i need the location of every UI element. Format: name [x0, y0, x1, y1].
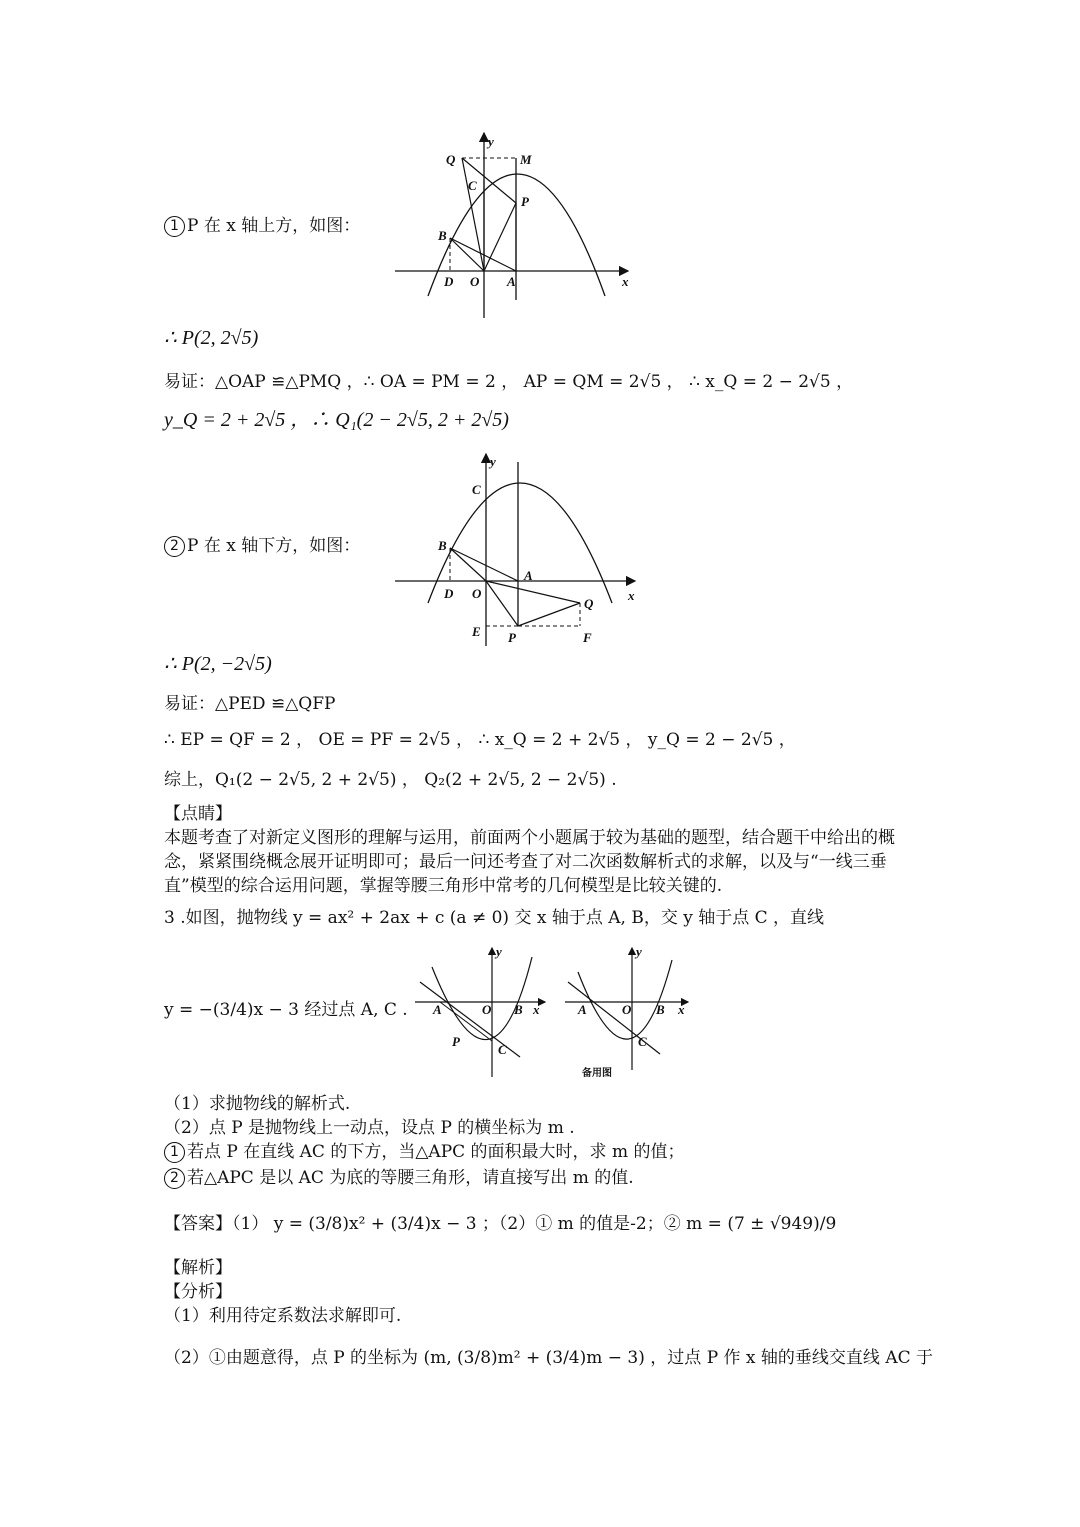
fenxi-heading: 【分析】	[164, 1282, 232, 1302]
fig4-caption: 备用图	[582, 1068, 612, 1079]
fig2-label-p: P	[508, 630, 516, 645]
fig2-label-f: F	[583, 630, 592, 645]
q3-sub1: （1）求抛物线的解析式.	[164, 1094, 351, 1114]
figure-2-diagram	[390, 448, 640, 648]
case2-label-text: P 在 x 轴下方，如图：	[187, 536, 361, 556]
case2-proof-line2: ∴ EP = QF = 2 ， OE = PF = 2√5 ， ∴ x_Q = 2 + 2√5 ， y_Q = 2 − 2√5 ，	[164, 730, 796, 750]
case1-p-point: ∴ P(2, 2√5)	[164, 327, 259, 349]
fig2-label-b: B	[438, 538, 447, 553]
fig2-label-q: Q	[584, 596, 594, 611]
fig2-label-y: y	[490, 454, 496, 469]
fig1-label-m: M	[520, 152, 532, 167]
fig4-label-b: B	[656, 1002, 665, 1017]
case2-proof-line1: 易证：△PED ≌△QFP	[164, 694, 336, 714]
fig3-label-b: B	[514, 1002, 523, 1017]
jiexi-heading: 【解析】	[164, 1258, 232, 1278]
q3-answer: 【答案】（1） y = (3/8)x² + (3/4)x − 3 ；（2）① m 的值是-2；② m = (7 ± √949)/9	[164, 1214, 837, 1234]
q3-sub2a-text: 若点 P 在直线 AC 的下方，当△APC 的面积最大时，求 m 的值；	[187, 1142, 685, 1162]
case1-label-text: P 在 x 轴上方，如图：	[187, 216, 361, 236]
dianjing-text: 本题考查了对新定义图形的理解与运用，前面两个小题属于较为基础的题型，结合题干中给出的概念，紧紧围绕概念展开证明即可；最后一问还考查了对二次函数解析式的求解，以及与“一线三垂直”模型的综合运用问题，掌握等腰三角形中常考的几何模型是比较关键的.	[164, 828, 895, 896]
fig3-label-p: P	[452, 1034, 460, 1049]
fig1-label-b: B	[438, 228, 447, 243]
figure-4-diagram	[560, 942, 700, 1082]
case2-p-point: ∴ P(2, −2√5)	[164, 653, 272, 675]
case1-proof-line2: y_Q = 2 + 2√5 ，∴ Q₁(2 − 2√5, 2 + 2√5)	[164, 409, 509, 431]
case2-summary: 综上，Q₁(2 − 2√5, 2 + 2√5) ， Q₂(2 + 2√5, 2 − 2√5) .	[164, 770, 617, 790]
fig3-label-y: y	[496, 944, 502, 959]
fig3-label-c: C	[498, 1042, 507, 1057]
q3-analysis2: （2）①由题意得，点 P 的坐标为 (m, (3/8)m² + (3/4)m − 3) ，过点 P 作 x 轴的垂线交直线 AC 于	[164, 1348, 934, 1368]
q3-analysis1: （1）利用待定系数法求解即可.	[164, 1306, 402, 1326]
q3-sub2b	[164, 1166, 634, 1190]
circled-two: 2	[164, 536, 185, 557]
fig2-label-o: O	[472, 586, 482, 601]
q3-sub2b-text: 若△APC 是以 AC 为底的等腰三角形，请直接写出 m 的值.	[187, 1168, 634, 1188]
fig1-label-y: y	[488, 134, 494, 149]
figure-3-diagram	[410, 942, 550, 1082]
fig2-label-c: C	[472, 482, 481, 497]
q3-sub2a	[164, 1140, 684, 1164]
fig1-label-c: C	[468, 178, 477, 193]
q3-sub2: （2）点 P 是抛物线上一动点，设点 P 的横坐标为 m .	[164, 1118, 575, 1138]
q3-stem-line2: y = −(3/4)x − 3 经过点 A, C .	[164, 1000, 408, 1020]
fig1-label-x: x	[622, 274, 629, 289]
circled-one: 1	[164, 1142, 185, 1163]
case2-label	[164, 534, 360, 558]
fig2-label-e: E	[472, 624, 481, 639]
case1-proof-line1: 易证：△OAP ≌△PMQ ，∴ OA = PM = 2 ， AP = QM = 2√5 ， ∴ x_Q = 2 − 2√5 ，	[164, 372, 854, 392]
fig4-label-y: y	[636, 944, 642, 959]
fig2-label-a: A	[524, 568, 533, 583]
fig3-label-o: O	[482, 1002, 492, 1017]
fig1-label-o: O	[470, 274, 480, 289]
fig4-label-x: x	[678, 1002, 685, 1017]
fig1-label-q: Q	[446, 152, 456, 167]
fig1-label-a: A	[507, 274, 516, 289]
fig1-label-d: D	[444, 274, 454, 289]
fig2-label-d: D	[444, 586, 454, 601]
fig4-label-a: A	[578, 1002, 587, 1017]
figure-1-diagram	[390, 128, 640, 323]
fig3-label-a: A	[433, 1002, 442, 1017]
fig2-label-x: x	[628, 588, 635, 603]
q3-stem-line1: 3 .如图，抛物线 y = ax² + 2ax + c (a ≠ 0) 交 x 轴于点 A, B，交 y 轴于点 C ，直线	[164, 908, 825, 928]
fig1-label-p: P	[521, 194, 529, 209]
circled-two: 2	[164, 1168, 185, 1189]
dianjing-heading: 【点睛】	[164, 804, 232, 824]
fig4-label-c: C	[638, 1034, 647, 1049]
case1-label	[164, 214, 360, 238]
fig4-label-o: O	[622, 1002, 632, 1017]
circled-one: 1	[164, 216, 185, 237]
fig3-label-x: x	[533, 1002, 540, 1017]
